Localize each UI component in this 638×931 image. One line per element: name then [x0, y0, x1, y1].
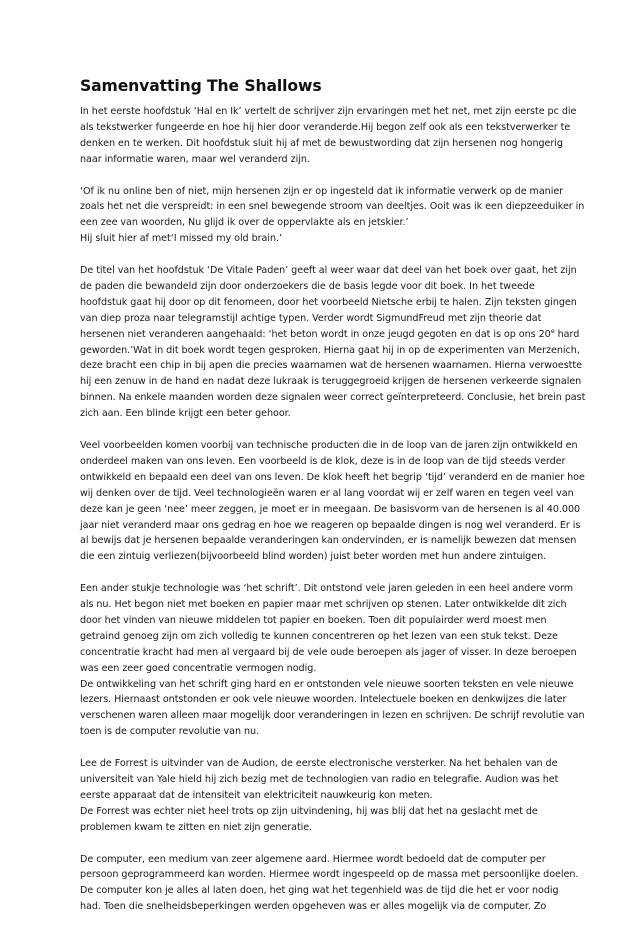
text-line: als tekstwerker fungeerde en hoe hij hier door veranderde.Hij begon zelf ook als een tekstverwerker te [80, 121, 571, 133]
text-line: had. Toen die snelheidsbeperkingen werden opgeheven was er alles mogelijk via de computer. Zo [80, 901, 547, 913]
text-line: wij denken over de tijd. Veel technologieën waren er al lang voordat wij er zelf waren en tegen veel van [80, 487, 574, 499]
text-line: een zee van woorden, Nu glijd ik over de oppervlakte als en jetskier.’ [80, 217, 409, 229]
document-page [80, 76, 586, 931]
text-line: zich aan. Een blinde krijgt een beter gehoor. [80, 408, 291, 420]
paragraph [80, 104, 577, 168]
text-line: De Forrest was echter niet heel trots op zijn uitvindening, hij was blij dat het na geslacht met de [80, 805, 538, 817]
text-line: problemen kwam te zitten en niet zijn generatie. [80, 821, 313, 833]
superscript: e [550, 326, 555, 335]
text-line: hersenen niet veranderen aangehaald: ‘het beton wordt in onze jeugd gegoten en dat is op ons 20e hard [80, 326, 580, 340]
text-line: hij een zenuw in de hand en nadat deze lukraak is teruggegroeid krijgen de hersenen verkeerde signalen [80, 376, 582, 388]
text-line: zoals het net die verspreidt: in een snel bewegende stroom van deeltjes. Ooit was ik een diepzeeduiker in [80, 201, 585, 213]
paragraph [80, 438, 585, 565]
text-line: In het eerste hoofdstuk ‘Hal en Ik’ vertelt de schrijver zijn ervaringen met het net, met zijn eerste pc die [80, 106, 577, 117]
text-line: door het vinden van nieuwe middelen tot papier en boeken. Toen dit populairder werd moest men [80, 614, 547, 626]
text-line: naar informatie waren, maar wel veranderd zijn. [80, 153, 310, 165]
paragraph [80, 852, 579, 916]
text-line: die een zintuig verliezen(bijvoorbeeld blind worden) juist beter worden met hun andere zintuigen. [80, 551, 547, 563]
text-line: hoofdstuk gaat hij door op dit fenomeen, door het voorbeeld Nietsche erbij te halen. Zijn teksten gingen [80, 296, 577, 308]
document-title: Samenvatting The Shallows [80, 77, 322, 95]
paragraph [80, 263, 586, 422]
text-line: denken en te werken. Dit hoofdstuk sluit hij af met de bewustwording dat zijn hersenen nog hongerig [80, 137, 563, 149]
text-line: onderdeel maken van ons leven. Een voorbeeld is de klok, deze is in de loop van de tijd steeds verder [80, 455, 566, 467]
text-line: geworden.’Wat in dit boek wordt tegen gesproken. Hierna gaat hij in op de experimenten van Merzenich, [80, 344, 580, 356]
text-line: was een zeer goed concentratie vermogen nodig. [80, 662, 317, 674]
text-line: De computer, een medium van zeer algemene aard. Hiermee wordt bedoeld dat de computer per [80, 853, 546, 865]
text-line: Een ander stukje technologie was ‘het schrift’. Dit ontstond vele jaren geleden in een heel andere vorm [80, 583, 574, 595]
paragraph [80, 756, 565, 836]
text-line: deze kan je geen ‘nee’ meer zeggen, je moet er in meegaan. De basisvorm van de hersenen is al 40.000 [80, 503, 581, 515]
text-line: De ontwikkeling van het schrift ging hard en er ontstonden vele nieuwe soorten teksten en vele nieuwe [80, 678, 574, 690]
text-line: getraind genoeg zijn om zich volledig te kunnen concentreren op het lezen van een stuk tekst. Deze [80, 630, 558, 642]
text-line: Lee de Forrest is uitvinder van de Audion, de eerste electronische versterker. Na het behalen van de [80, 758, 558, 770]
text-line: van diep proza naar telegramstijl achtige typen. Verder wordt SigmundFreud met zijn theorie dat [80, 312, 542, 324]
text-line: lezers. Hiernaast ontstonden er ook vele nieuwe woorden. Intelectuele boeken en denkwijzes die later [80, 694, 567, 706]
text-line: al bewijs dat je hersenen bepaalde veranderingen kan ondervinden, er is namelijk bewezen dat mensen [80, 535, 577, 547]
text-line: persoon geprogrammeerd kan worden. Hiermee wordt ingespeeld op de massa met persoonlijke doelen. [80, 869, 579, 881]
text-line: Veel voorbeelden komen voorbij van technische producten die in de loop van de jaren zijn ontwikkeld en [80, 439, 578, 451]
text-line: De computer kon je alles al laten doen, het ging wat het tegenhield was de tijd die het er voor nodig [80, 885, 559, 897]
document-body [80, 104, 586, 915]
text-line: De titel van het hoofdstuk ‘De Vitale Paden’ geeft al weer waar dat deel van het boek over gaat, het zijn [80, 265, 577, 277]
text-line: als nu. Het begon niet met boeken en papier maar met schrijven op stenen. Later ontwikkelde dit zich [80, 599, 567, 611]
text-line: verschenen waren alleen maar mogelijk door veranderingen in lezen en schrijven. De schrijf revolutie van [80, 710, 585, 722]
text-line: de paden die bewandeld zijn door onderzoekers die de basis legde voor dit boek. In het tweede [80, 280, 535, 292]
text-line: ontwikkeld en bepaald een deel van ons leven. De klok heeft het begrip ‘tijd’ veranderd en de manier hoe [80, 471, 585, 483]
paragraph [80, 184, 585, 248]
line-tail: hard [554, 328, 580, 340]
text-line: ‘Of ik nu online ben of niet, mijn hersenen zijn er op ingesteld dat ik informatie verwerk op de manier [80, 185, 564, 197]
text-line: toen is de computer revolutie van nu. [80, 726, 260, 738]
text-line: universiteit van Yale hield hij zich bezig met de technologien van radio en telegrafie. Audion was het [80, 773, 559, 785]
text-line: jaar niet veranderd maar ons gedrag en hoe we reageren op bepaalde dingen is nog wel veranderd. Er is [80, 519, 581, 531]
paragraph [80, 581, 585, 740]
text-line: deze bracht een chip in bij apen die precies waarnamen wat de hersenen waarnamen. Hierna verwoestte [80, 360, 582, 372]
text-line: Hij sluit hier af met‘I missed my old brain.’ [80, 233, 283, 245]
text-line: concentratie kracht had men al vergaard bij de vele oude beroepen als jager of visser. In deze beroepen [80, 646, 577, 658]
text-line: eerste apparaat dat de intensiteit van elektriciteit nauwkeurig kon meten. [80, 789, 433, 801]
text-line: binnen. Na enkele maanden worden deze signalen weer correct geïnterpreteerd. Conclusie, het brein past [80, 392, 586, 404]
